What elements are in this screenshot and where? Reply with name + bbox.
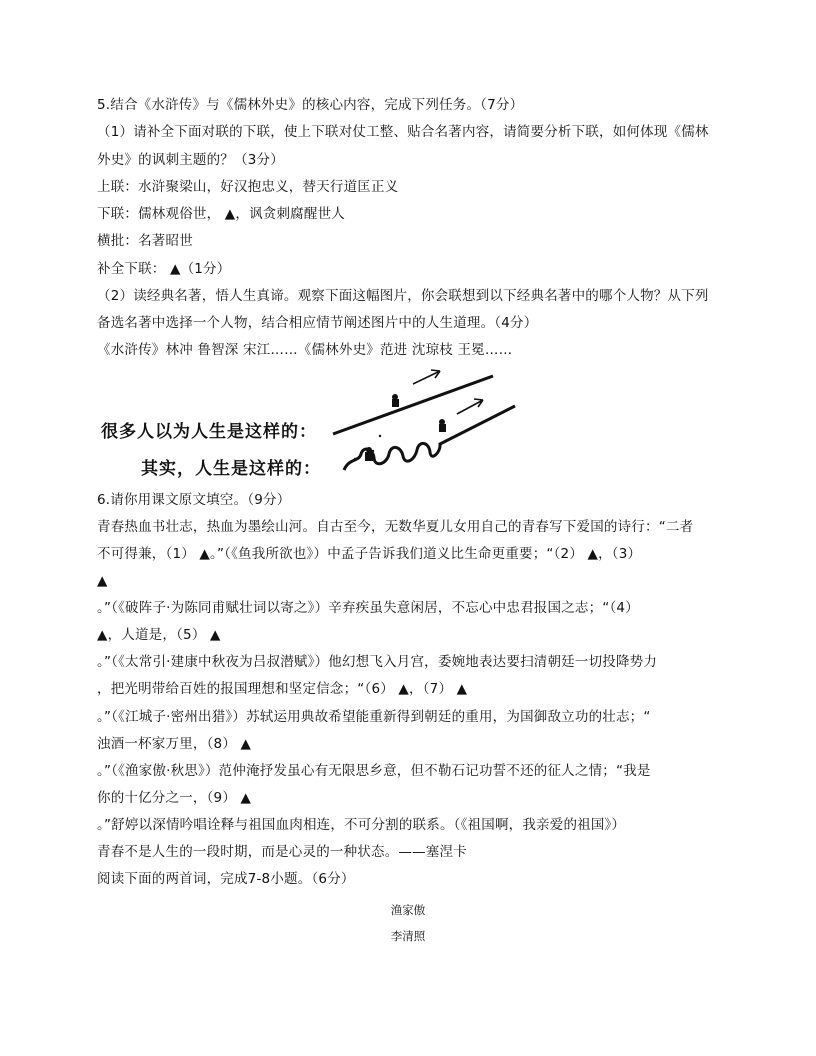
q5-part1-line2: 外史》的讽刺主题的？（3分） <box>97 152 284 168</box>
life-path-figure <box>97 366 527 482</box>
q6-text-line-12: 。”舒婷以深情吟唱诠释与祖国血肉相连，不可分割的联系。（《祖国啊，我亲爱的祖国》） <box>97 817 626 833</box>
figure-caption-1: 很多人以为人生是这样的： <box>101 422 317 442</box>
q6-text-line-6: 。”（《太常引·建康中秋夜为吕叔潜赋》）他幻想飞入月宫，委婉地表达要扫清朝廷一切投降势力 <box>97 654 658 670</box>
climber-figure-3 <box>439 419 446 432</box>
lower-couplet: 下联：儒林观俗世， ▲，讽贪刺腐醒世人 <box>97 206 345 222</box>
q6-text-line-3: ▲ <box>97 573 108 589</box>
straight-path-arrow <box>413 370 440 384</box>
horizontal-banner: 横批：名著昭世 <box>97 233 193 249</box>
life-path-illustration <box>97 366 527 482</box>
q6-text-line-2: 不可得兼，（1） ▲。”（《鱼我所欲也》）中孟子告诉我们道义比生命更重要；“（2） ▲，（3） <box>97 546 642 562</box>
complete-lower-line: 补全下联： ▲（1分） <box>97 261 231 277</box>
book-options: 《水浒传》林冲 鲁智深 宋江……《儒林外史》范进 沈琼枝 王冕…… <box>97 342 513 358</box>
q6-text-line-9: 浊酒一杯家万里，（8） ▲ <box>97 736 252 752</box>
q6-text-line-7: ，把光明带给百姓的报国理想和坚定信念；“（6） ▲，（7） ▲ <box>97 681 468 697</box>
q6-text-line-5: ▲，人道是，（5） ▲ <box>97 627 221 643</box>
straight-path-line <box>333 376 493 434</box>
q5-part1-line1: （1）请补全下面对联的下联，使上下联对仗工整、贴合名著内容，请简要分析下联，如何体现《儒林 <box>97 124 709 140</box>
q5-title: 5.结合《水浒传》与《儒林外史》的核心内容，完成下列任务。（7分） <box>97 97 524 113</box>
climber-figure-2 <box>365 447 373 461</box>
figure-caption-2: 其实，人生是这样的： <box>141 459 321 479</box>
q6-text-line-10: 。”（《渔家傲·秋思》）范仲淹抒发虽心有无限思乡意，但不勒石记功誓不还的征人之情；“我是 <box>97 763 651 779</box>
q6-title: 6.请你用课文原文填空。（9分） <box>97 492 291 508</box>
quote-line: 青春不是人生的一段时期，而是心灵的一种状态。——塞涅卡 <box>97 844 467 860</box>
climber-figure-1 <box>392 394 399 407</box>
q5-part2-line1: （2）读经典名著，悟人生真谛。观察下面这幅图片，你会联想到以下经典名著中的哪个人物？从下列 <box>97 288 709 304</box>
q6-text-line-8: 。”（《江城子·密州出猎》）苏轼运用典故希望能重新得到朝廷的重用，为国御敌立功的壮志；“ <box>97 709 651 725</box>
upper-couplet: 上联：水浒聚梁山，好汉抱忠义，替天行道匡正义 <box>97 179 399 195</box>
q7-8-instruction: 阅读下面的两首词，完成7-8小题。（6分） <box>97 871 355 887</box>
poem-author: 李清照 <box>390 929 426 943</box>
q5-part2-line2: 备选名著中选择一个人物，结合相应情节阐述图片中的人生道理。（4分） <box>97 315 538 331</box>
winding-path-arrow <box>457 399 483 414</box>
poem-title: 渔家傲 <box>390 903 426 917</box>
q6-text-line-11: 你的十亿分之一，（9） ▲ <box>97 790 252 806</box>
q6-text-line-4: 。”（《破阵子·为陈同甫赋壮词以寄之》）辛弃疾虽失意闲居，不忘心中忠君报国之志；“（4） <box>97 600 639 616</box>
q6-text-line-1: 青春热血书壮志，热血为墨绘山河。自古至今，无数华夏儿女用自己的青春写下爱国的诗行：“二者 <box>97 519 694 535</box>
